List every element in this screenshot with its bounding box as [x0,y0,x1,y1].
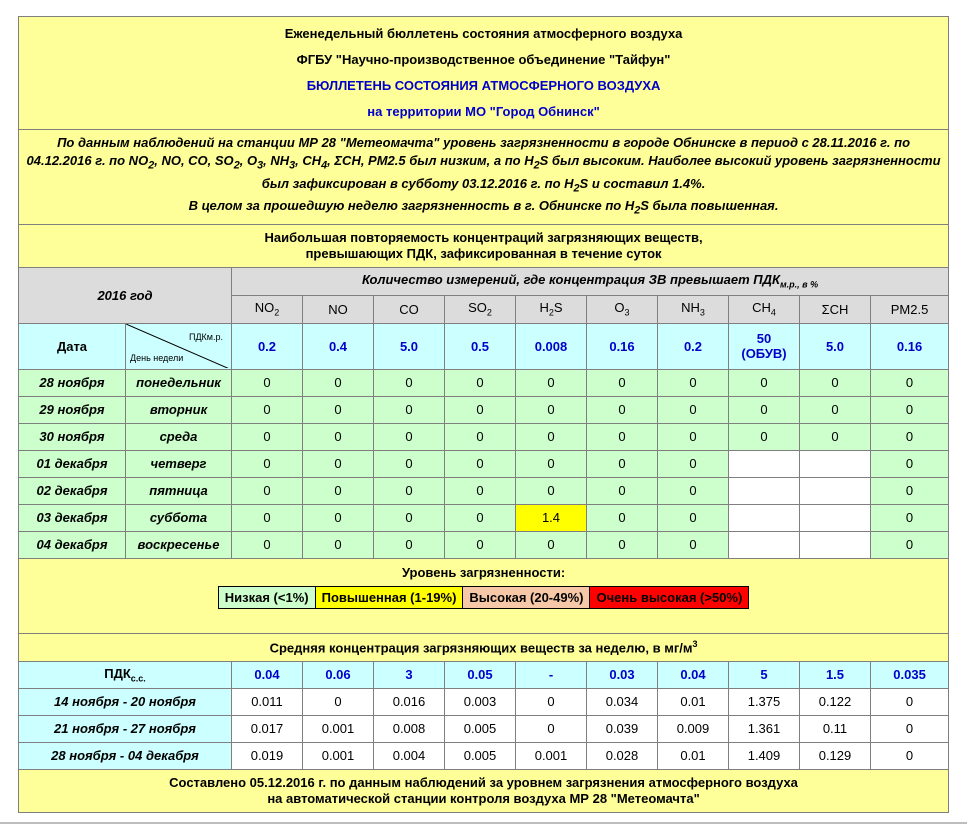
day-weekday: пятница [126,477,232,504]
year-cell: 2016 год [19,267,232,323]
day-date: 04 декабря [19,531,126,558]
pdk-mr-value: 0.2 [658,323,729,369]
weekly-row [19,715,949,742]
weekly-value: 0.005 [445,742,516,769]
diag-top-label: ПДКм.р. [188,332,223,343]
summary-sub: 2 [573,182,580,195]
summary-part: , NH [263,153,290,168]
day-value: 0 [800,369,871,396]
legend-item: Очень высокая (>50%) [590,586,749,608]
day-value: 0 [303,396,374,423]
day-value: 0 [871,396,949,423]
day-value [800,504,871,531]
weekly-body [19,688,949,769]
day-value: 0 [445,423,516,450]
day-value: 0 [232,396,303,423]
pollutant-header [658,295,729,323]
day-value: 0 [587,369,658,396]
day-value: 0 [871,450,949,477]
footer-block [19,769,949,812]
day-value: 0 [232,531,303,558]
day-value: 0 [871,423,949,450]
summary-part: S была повышенная. [640,198,779,214]
day-value: 0 [587,423,658,450]
summary-part: S и составил 1.4%. [579,175,706,191]
table-row [19,477,949,504]
pdk-mr-value: 0.008 [516,323,587,369]
day-value: 0 [729,396,800,423]
weekly-value: 0 [516,715,587,742]
day-date: 28 ноября [19,369,126,396]
weekly-title-sup: 3 [692,639,698,650]
summary-part: В целом за прошедшую неделю загрязненность в г. Обнинске по H [188,198,635,214]
weekly-value: 0.01 [658,688,729,715]
day-value [800,531,871,558]
day-value: 0 [445,396,516,423]
pdk-ss-value: 0.03 [587,661,658,688]
count-header [232,267,949,295]
day-date: 03 декабря [19,504,126,531]
pollutant-suffix: S [553,300,563,316]
weekly-value: 1.409 [729,742,800,769]
day-value: 0 [516,477,587,504]
day-value [729,450,800,477]
weekly-value: 0 [871,715,949,742]
pollutant-sub: 3 [699,308,705,319]
weekly-value: 0.009 [658,715,729,742]
summary-part: , ΣCH, PM2.5 был низким, а по H [327,153,534,168]
day-value: 0 [658,396,729,423]
day-weekday: вторник [126,396,232,423]
pdk-mr-row [19,323,949,369]
day-value: 0 [516,396,587,423]
pdk-ss-value: 5 [729,661,800,688]
pollutant-name: PM2.5 [890,301,929,317]
pollutant-header [516,295,587,323]
footer-line-1: Составлено 05.12.2016 г. по данным наблюдений за уровнем загрязнения атмосферного воздуха [169,774,798,790]
weekly-value: 0.11 [800,715,871,742]
table-row [19,423,949,450]
page-divider [0,822,967,824]
pollutant-header [800,295,871,323]
table-row [19,450,949,477]
pdk-mr-value: 0.16 [871,323,949,369]
day-date: 30 ноября [19,423,126,450]
pollutant-sub: 2 [274,308,280,319]
day-value: 0 [232,477,303,504]
day-value: 0 [232,369,303,396]
weekly-value: 0.122 [800,688,871,715]
weekly-value: 0.016 [374,688,445,715]
pollutant-header [871,295,949,323]
pollution-level-title: Уровень загрязненности: [401,564,566,580]
weekly-period: 14 ноября - 20 ноября [19,688,232,715]
table-row [19,396,949,423]
count-header-sub: м.р., в % [780,280,819,291]
summary-part: S был высоким. Наиболее высокий уровень загрязненности был зафиксирован в субботу 03.12.2016 г. по H [261,153,941,191]
pdk-mr-value: 5.0 [800,323,871,369]
day-weekday: среда [126,423,232,450]
day-value: 0 [587,396,658,423]
pollutant-name: CO [399,301,419,317]
legend-item: Низкая (<1%) [218,586,315,608]
weekly-value: 0.129 [800,742,871,769]
pollutant-header [729,295,800,323]
day-value: 0 [658,369,729,396]
day-value: 0 [729,423,800,450]
weekly-title [19,633,949,661]
day-value: 0 [516,450,587,477]
pollutant-name: H [539,300,549,316]
table-row [19,531,949,558]
day-value: 0 [232,504,303,531]
pdk-mr-value: 0.4 [303,323,374,369]
day-value: 0 [303,477,374,504]
day-value [800,477,871,504]
weekly-value: 0.005 [445,715,516,742]
day-value: 0 [303,531,374,558]
pollutant-header [303,295,374,323]
day-value: 0 [232,450,303,477]
pdk-mr-value: 0.5 [445,323,516,369]
pdk-ss-value: 3 [374,661,445,688]
day-value: 0 [658,450,729,477]
day-value: 0 [374,369,445,396]
weekly-value: 0.001 [303,715,374,742]
day-value: 0 [445,504,516,531]
summary-part: , CH [295,153,322,168]
weekly-value: 0.001 [516,742,587,769]
day-value: 0 [871,504,949,531]
summary-sub: 2 [533,159,540,172]
day-value: 0 [871,477,949,504]
weekly-value: 0 [516,688,587,715]
weekly-period: 28 ноября - 04 декабря [19,742,232,769]
day-value: 0 [587,531,658,558]
day-value: 0 [729,369,800,396]
summary-text [19,130,949,225]
pollutant-name: SO [468,300,487,316]
day-value: 0 [232,423,303,450]
weekly-row [19,742,949,769]
pdk-ss-value: 0.06 [303,661,374,688]
weekly-value: 0 [303,688,374,715]
pdk-ss-value: - [516,661,587,688]
day-value: 0 [871,369,949,396]
day-value: 0 [303,450,374,477]
day-value [729,477,800,504]
weekly-value: 0.001 [303,742,374,769]
day-value [800,450,871,477]
bulletin-title: БЮЛЛЕТЕНЬ СОСТОЯНИЯ АТМОСФЕРНОГО ВОЗДУХА [306,78,661,93]
summary-part: , NO, CO, SO [154,153,234,168]
pollutant-header [445,295,516,323]
legend-item: Повышенная (1-19%) [315,586,463,608]
day-value: 0 [374,396,445,423]
table-row [19,369,949,396]
pollutant-header [232,295,303,323]
weekly-row [19,688,949,715]
day-weekday: четверг [126,450,232,477]
pdk-ss-value: 0.04 [658,661,729,688]
day-value: 0 [800,423,871,450]
weekly-value: 0.008 [374,715,445,742]
day-value: 0 [800,396,871,423]
day-value: 0 [303,423,374,450]
pdk-mr-value: 0.16 [587,323,658,369]
pollutant-header [587,295,658,323]
day-value: 0 [374,531,445,558]
diag-bottom-label: День недели [130,353,184,364]
header-line-1: Еженедельный бюллетень состояния атмосферного воздуха [284,26,683,41]
repeat-title-line-1: Наибольшая повторяемость концентраций загрязняющих веществ, [264,229,703,245]
pollutant-name: NO [328,301,348,317]
day-value: 0 [374,477,445,504]
legend-item: Высокая (20-49%) [463,586,590,608]
day-value: 0 [303,504,374,531]
repeat-title-line-2: превышающих ПДК, зафиксированная в течение суток [305,245,662,261]
header-line-2: ФГБУ "Научно-производственное объединение "Тайфун" [296,52,671,67]
weekly-value: 0.028 [587,742,658,769]
pollutant-sub: 3 [624,308,630,319]
weekly-value: 0.01 [658,742,729,769]
pollution-legend [218,586,750,609]
pollutant-name: CH [752,300,771,316]
summary-part: , O [239,153,258,168]
weekly-value: 0 [871,688,949,715]
day-value: 0 [516,423,587,450]
weekly-value: 0.004 [374,742,445,769]
pollutant-name: O [614,300,625,316]
pollutant-sub: 2 [548,308,554,319]
pollutant-sub: 4 [770,308,776,319]
pdk-ss-value: 0.05 [445,661,516,688]
day-value: 0 [445,450,516,477]
pdk-ss-label-sub: с.с. [130,673,146,684]
summary-sub: 3 [289,159,296,172]
day-value: 0 [445,477,516,504]
diagonal-header [126,323,232,369]
pdk-ss-value: 0.04 [232,661,303,688]
day-value: 0 [587,504,658,531]
day-value: 0 [658,423,729,450]
day-weekday: воскресенье [126,531,232,558]
day-value: 0 [871,531,949,558]
bulletin-territory: на территории МО "Город Обнинск" [367,104,600,119]
bulletin [18,16,948,813]
weekly-value: 0.003 [445,688,516,715]
day-date: 01 декабря [19,450,126,477]
pollutant-name: NH [681,300,700,316]
repeat-title [19,224,949,267]
day-value: 0 [516,531,587,558]
day-value: 0 [374,504,445,531]
weekly-value: 1.361 [729,715,800,742]
summary-sub: 2 [634,204,641,217]
pdk-mr-value: 0.2 [232,323,303,369]
table-row [19,504,949,531]
bulletin-table [18,16,949,813]
weekly-value: 0.034 [587,688,658,715]
day-value: 0 [374,423,445,450]
day-value: 0 [587,450,658,477]
pdk-ss-value: 1.5 [800,661,871,688]
day-value: 0 [445,369,516,396]
pollution-level-block [19,558,949,633]
date-label: Дата [19,323,126,369]
pdk-ss-label [19,661,232,688]
header-block [19,17,949,130]
day-weekday: суббота [126,504,232,531]
summary-sub: 2 [233,159,240,172]
day-weekday: понедельник [126,369,232,396]
day-value: 1.4 [516,504,587,531]
day-value: 0 [445,531,516,558]
weekly-value: 0.017 [232,715,303,742]
pdk-ss-value: 0.035 [871,661,949,688]
weekly-period: 21 ноября - 27 ноября [19,715,232,742]
day-value: 0 [658,504,729,531]
day-value: 0 [658,477,729,504]
weekly-value: 0.011 [232,688,303,715]
weekly-value: 1.375 [729,688,800,715]
weekly-value: 0.019 [232,742,303,769]
day-value: 0 [587,477,658,504]
pollutant-header [374,295,445,323]
weekly-title-text: Средняя концентрация загрязняющих веществ за неделю, в мг/м [269,640,693,656]
footer-line-2: на автоматической станции контроля воздуха МР 28 "Метеомачта" [267,790,700,806]
summary-part: По данным наблюдений на станции МР 28 "Метеомачта" уровень загрязненности в городе Обнинске в период с 28.11.2016 г. по 04.12.2016 г. по NO [26,135,911,168]
day-value [729,504,800,531]
pollutant-sub: 2 [486,308,492,319]
summary-sub: 2 [148,159,155,172]
day-date: 02 декабря [19,477,126,504]
day-value: 0 [374,450,445,477]
weekly-value: 0.039 [587,715,658,742]
days-body [19,369,949,558]
pdk-ss-row [19,661,949,688]
pollutant-name: ΣCH [821,301,849,317]
day-value [729,531,800,558]
day-value: 0 [658,531,729,558]
day-value: 0 [516,369,587,396]
pdk-mr-value: 5.0 [374,323,445,369]
pdk-mr-value: 50 (ОБУВ) [729,323,800,369]
day-value: 0 [303,369,374,396]
day-date: 29 ноября [19,396,126,423]
weekly-value: 0 [871,742,949,769]
pdk-ss-label-text: ПДК [104,665,131,681]
pollutant-name: NO [254,300,275,316]
summary-sub: 4 [321,159,328,172]
summary-sub: 3 [257,159,264,172]
count-header-label: Количество измерений, где концентрация ЗВ превышает ПДК [361,272,781,288]
